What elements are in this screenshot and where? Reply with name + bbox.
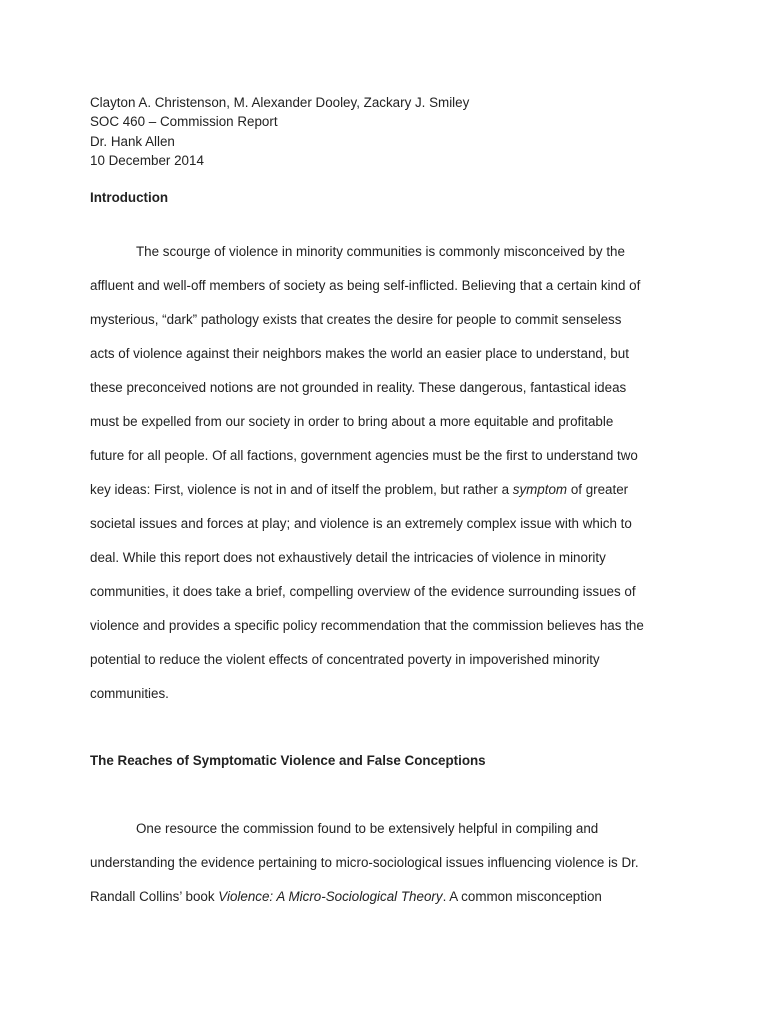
- paragraph-line: [90, 880, 680, 914]
- paragraph-line: acts of violence against their neighbors makes the world an easier place to understand, but: [90, 346, 629, 361]
- paragraph-line: future for all people. Of all factions, government agencies must be the first to understand two: [90, 448, 638, 463]
- line-text: . A common misconception: [442, 889, 602, 904]
- line-text: of greater: [567, 482, 629, 497]
- line-text: Randall Collins’ book: [90, 889, 219, 904]
- course-line: SOC 460 – Commission Report: [90, 114, 278, 130]
- date-line: 10 December 2014: [90, 152, 204, 168]
- document-header: [90, 93, 469, 170]
- paragraph-line: societal issues and forces at play; and violence is an extremely complex issue with which to: [90, 516, 632, 531]
- paragraph-line: understanding the evidence pertaining to micro-sociological issues influencing violence is Dr.: [90, 855, 639, 870]
- introduction-paragraph: [90, 235, 680, 711]
- paragraph-line: mysterious, “dark” pathology exists that creates the desire for people to commit senseless: [90, 312, 622, 327]
- instructor-line: Dr. Hank Allen: [90, 133, 175, 149]
- paragraph-line: must be expelled from our society in order to bring about a more equitable and profitable: [90, 414, 614, 429]
- paragraph-line: communities, it does take a brief, compelling overview of the evidence surrounding issues of: [90, 584, 636, 599]
- book-title: Violence: A Micro-Sociological Theory: [218, 889, 443, 904]
- symptom-emphasis: symptom: [512, 482, 568, 497]
- paragraph-line: communities.: [90, 686, 169, 701]
- paragraph-line: potential to reduce the violent effects of concentrated poverty in impoverished minority: [90, 652, 600, 667]
- paragraph-line: violence and provides a specific policy recommendation that the commission believes has the: [90, 618, 644, 633]
- paragraph-line: The scourge of violence in minority communities is commonly misconceived by the: [136, 244, 625, 259]
- introduction-heading: Introduction: [90, 190, 169, 205]
- reaches-heading: The Reaches of Symptomatic Violence and False Conceptions: [90, 753, 486, 768]
- line-text: key ideas: First, violence is not in and of itself the problem, but rather a: [90, 482, 513, 497]
- authors-line: Clayton A. Christenson, M. Alexander Dooley, Zackary J. Smiley: [90, 95, 470, 110]
- paragraph-line: [90, 473, 680, 507]
- paragraph-line: deal. While this report does not exhaustively detail the intricacies of violence in minority: [90, 550, 606, 565]
- paragraph-line: affluent and well-off members of society as being self-inflicted. Believing that a certain kind of: [90, 278, 641, 293]
- paragraph-line: these preconceived notions are not grounded in reality. These dangerous, fantastical ideas: [90, 380, 627, 395]
- paragraph-line: One resource the commission found to be extensively helpful in compiling and: [136, 821, 599, 836]
- reaches-paragraph: [90, 812, 680, 914]
